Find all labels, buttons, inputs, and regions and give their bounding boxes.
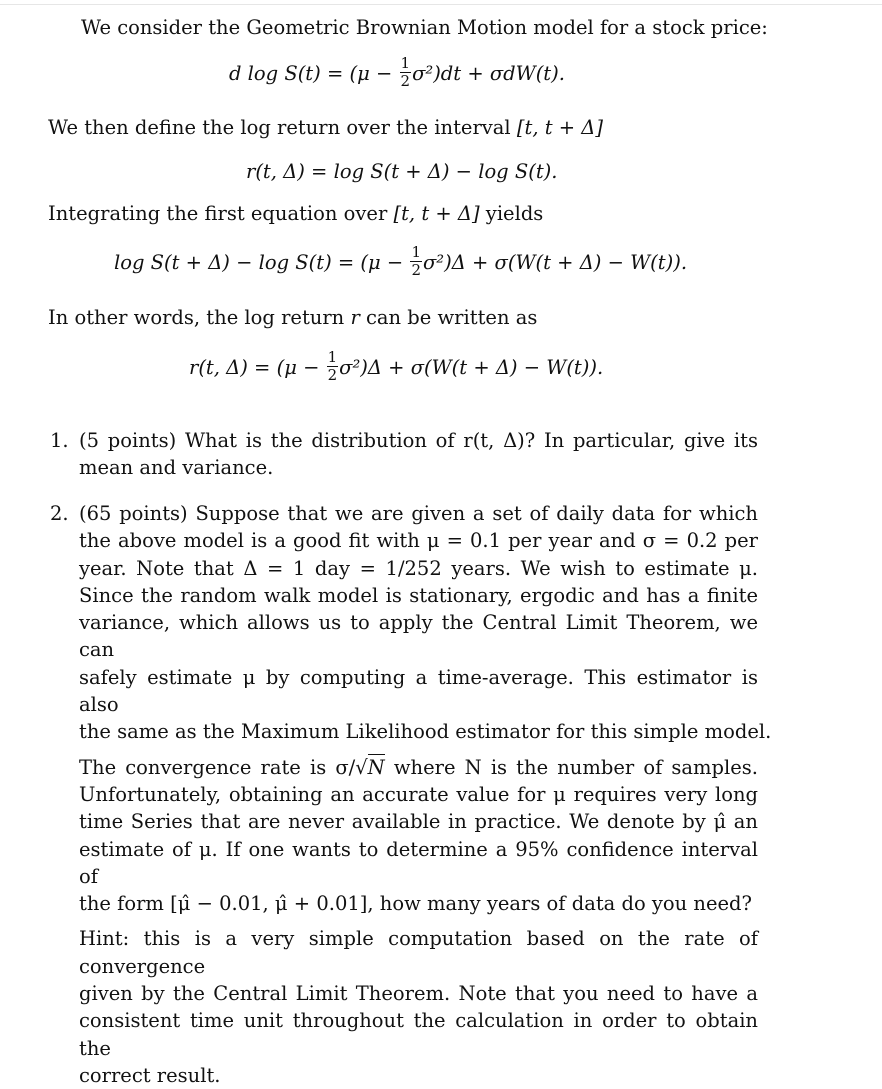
fraction-half: $\frac{1}{2}$ <box>400 54 411 90</box>
interval-1: [t, t + Δ] <box>516 116 603 139</box>
fraction-half: $\frac{1}{2}$ <box>327 348 338 384</box>
question-2-paragraph-2: The convergence rate is σ/√N where N is the number of samples. Unfortunately, obtaining an accurate value for μ requires very long time Series that are never available in practice. We denote by μ̂ an estimate of μ. If one wants to determine a 95% confidence interval of the form [μ̂ − 0.01, μ̂ + 0.01], how many years of data do you need? <box>79 755 759 916</box>
fraction-half: $\frac{1}{2}$ <box>411 243 421 279</box>
equation-gbm <box>229 54 565 94</box>
top-divider <box>0 4 882 5</box>
eq1-left: d log S(t) = (μ − <box>229 62 399 85</box>
question-2-paragraph-1: (65 points) Suppose that we are given a set of daily data for which the above model is a good fit with μ = 0.1 per year and σ = 0.2 per year. Note that Δ = 1 day = 1/252 years. We wish to estimate μ. Since the random walk model is stationary, ergodic and has a finite variance, which allows us to apply the Central Limit Theorem, we can safely estimate μ by computing a time-average. This estimator is also the same as the Maximum Likelihood estimator for this simple model. <box>79 502 772 744</box>
question-1-line-2: mean and variance. <box>79 456 274 480</box>
intro-text: We consider the Geometric Brownian Motion model for a stock price: <box>81 16 768 39</box>
question-1-number: 1. <box>50 429 69 452</box>
question-1-line-1: (5 points) What is the distribution of r(t, Δ)? In particular, give its <box>79 429 758 452</box>
equation-log-return-explicit: r(t, Δ) = (μ − $\frac{1}{2}$ σ²)Δ + σ(W(t + Δ) − W(t)). <box>189 348 604 384</box>
equation-log-return: r(t, Δ) = log S(t + Δ) − log S(t). <box>246 160 558 183</box>
question-2-hint: Hint: this is a very simple computation based on the rate of convergence given by the Central Limit Theorem. Note that you need to have a consistent time unit throughout the calculation in order to obtain the correct result. <box>79 927 758 1087</box>
question-2-number: 2. <box>50 502 69 525</box>
interval-2: [t, t + Δ] <box>393 202 480 225</box>
eq1-right: σ²)dt + σdW(t). <box>412 62 565 85</box>
equation-integrated: log S(t + Δ) − log S(t) = (μ − $\frac{1}{2}$ σ²)Δ + σ(W(t + Δ) − W(t)). <box>114 243 688 279</box>
define-text: We then define the log return over the interval [t, t + Δ] <box>48 116 603 139</box>
other-words-text: In other words, the log return r can be written as <box>48 306 538 329</box>
integrating-text: Integrating the first equation over [t, t + Δ] yields <box>48 202 544 225</box>
